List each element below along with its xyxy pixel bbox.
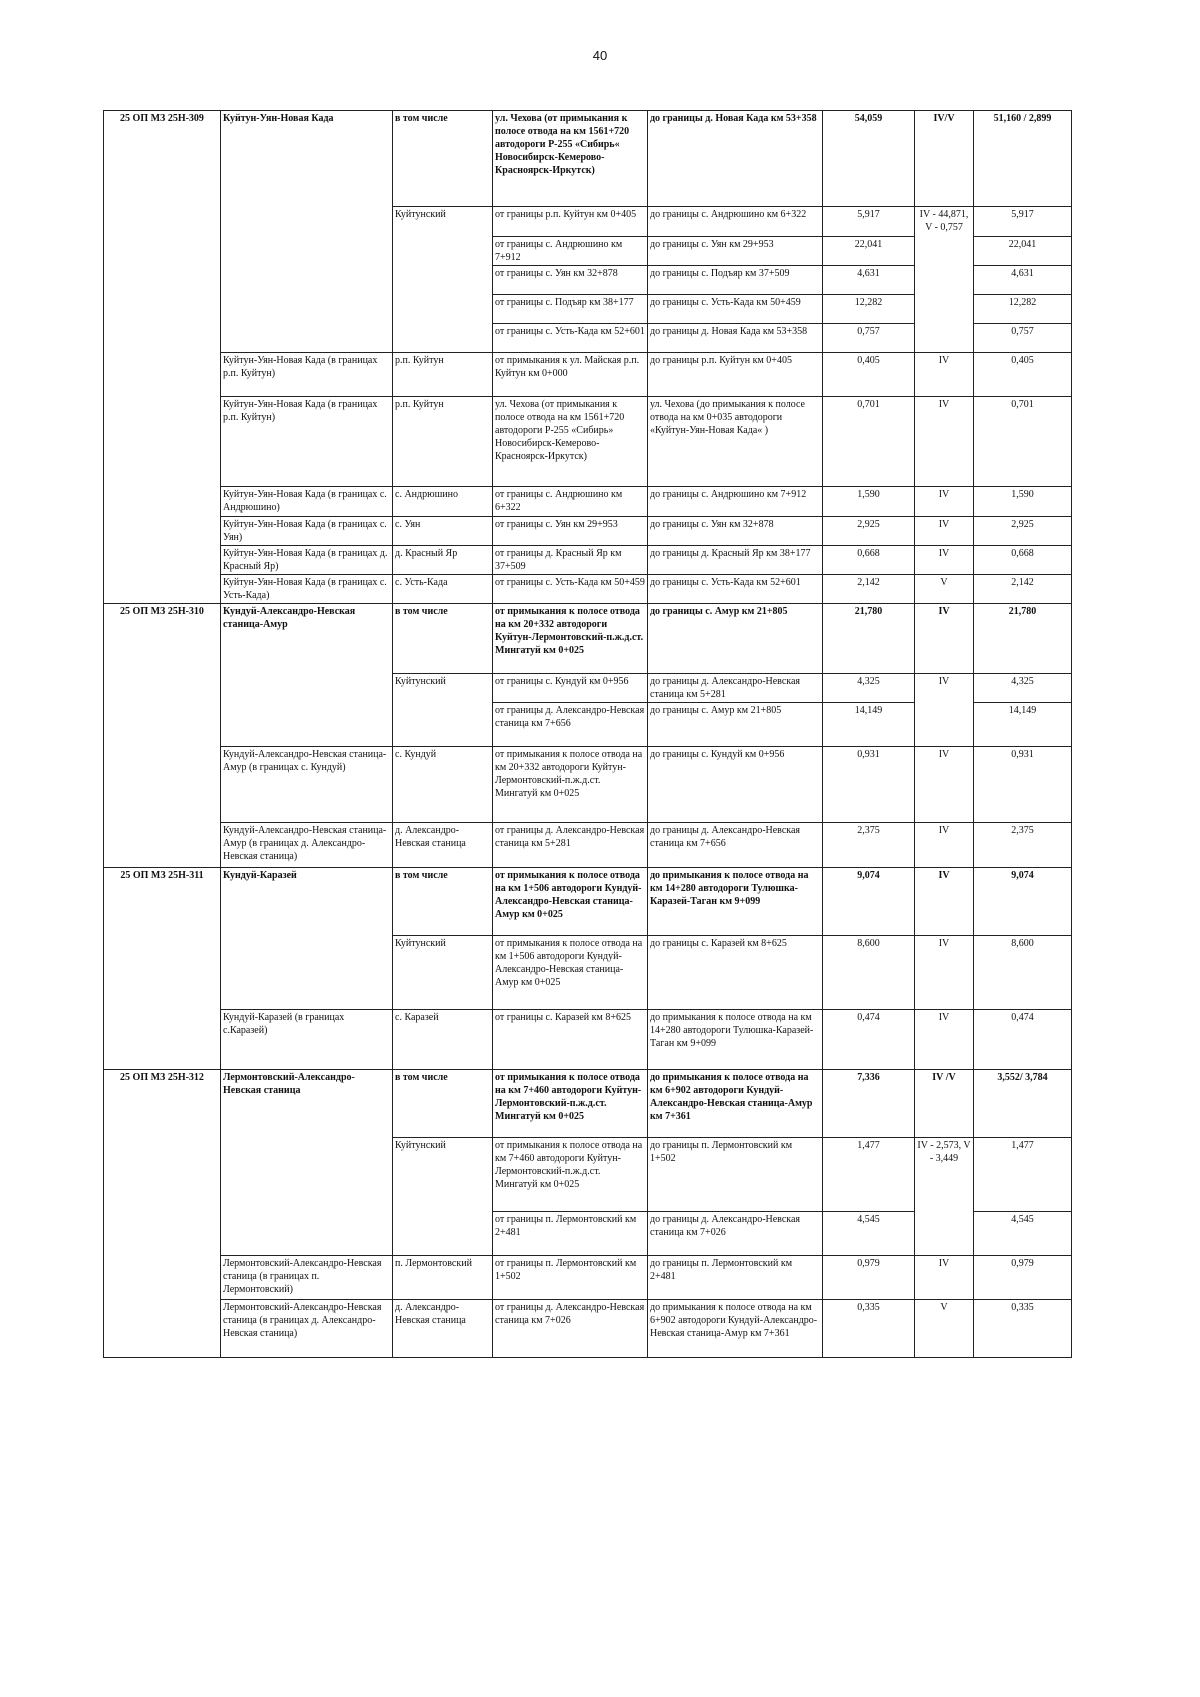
length-cell: 0,757 [823,324,915,353]
road-name-cell: Куйтун-Уян-Новая Када (в границах р.п. Куйтун) [221,353,393,397]
category-cell: IV [915,747,974,823]
hard-surface-cell: 0,979 [974,1256,1072,1300]
from-cell: от границы д. Красный Яр км 37+509 [493,546,648,575]
from-cell: от границы с. Андрюшино км 6+322 [493,487,648,517]
hard-surface-cell: 4,325 [974,674,1072,703]
length-cell: 1,590 [823,487,915,517]
area-cell: д. Александро-Невская станица [393,1300,493,1358]
table-row [104,517,1072,546]
length-cell: 2,375 [823,823,915,868]
road-name-cell: Кундуй-Александро-Невская станица-Амур (в границах с. Кундуй) [221,747,393,823]
from-cell: от границы д. Александро-Невская станица км 7+656 [493,703,648,747]
from-cell: от примыкания к полосе отвода на км 1+506 автодороги Кундуй-Александро-Невская станица-Амур км 0+025 [493,936,648,1010]
category-cell: V [915,1300,974,1358]
table-row [104,487,1072,517]
category-cell: IV [915,1010,974,1070]
area-cell: в том числе [393,111,493,207]
to-cell: до границы с. Уян км 29+953 [648,237,823,266]
length-cell: 4,545 [823,1212,915,1256]
from-cell: от границы с. Усть-Када км 52+601 [493,324,648,353]
road-name-cell: Лермонтовский-Александро-Невская станица (в границах п. Лермонтовский) [221,1256,393,1300]
category-cell: IV /V [915,1070,974,1138]
category-cell: IV [915,1256,974,1300]
to-cell: до границы д. Александро-Невская станица км 7+656 [648,823,823,868]
area-cell: с. Усть-Када [393,575,493,604]
length-cell: 5,917 [823,207,915,237]
road-name-cell: Куйтун-Уян-Новая Када (в границах д. Красный Яр) [221,546,393,575]
road-name-cell: Куйтун-Уян-Новая Када (в границах с. Усть-Када) [221,575,393,604]
to-cell: до примыкания к полосе отвода на км 6+902 автодороги Кундуй-Александро-Невская станица-Амур км 7+361 [648,1300,823,1358]
hard-surface-cell: 0,701 [974,397,1072,487]
to-cell: до границы д. Александро-Невская станица км 7+026 [648,1212,823,1256]
to-cell: до границы с. Усть-Када км 52+601 [648,575,823,604]
area-cell: с. Каразей [393,1010,493,1070]
area-cell: в том числе [393,1070,493,1138]
length-cell: 1,477 [823,1138,915,1212]
area-cell: с. Уян [393,517,493,546]
table-row [104,575,1072,604]
to-cell: до границы п. Лермонтовский км 2+481 [648,1256,823,1300]
hard-surface-cell: 22,041 [974,237,1072,266]
length-cell: 0,979 [823,1256,915,1300]
road-code-cell: 25 ОП МЗ 25Н-311 [104,868,221,1070]
length-cell: 22,041 [823,237,915,266]
table-row [104,1010,1072,1070]
to-cell: ул. Чехова (до примыкания к полосе отвода на км 0+035 автодороги «Куйтун-Уян-Новая Када« ) [648,397,823,487]
hard-surface-cell: 14,149 [974,703,1072,747]
road-name-cell: Кундуй-Каразей [221,868,393,1010]
category-cell: IV [915,674,974,747]
area-cell: д. Александро-Невская станица [393,823,493,868]
length-cell: 9,074 [823,868,915,936]
from-cell: от границы с. Уян км 32+878 [493,266,648,295]
category-cell: IV [915,823,974,868]
length-cell: 0,931 [823,747,915,823]
from-cell: ул. Чехова (от примыкания к полосе отвода на км 1561+720 автодороги Р-255 «Сибирь« Новосибирск-Кемерово-Красноярск-Иркутск) [493,111,648,207]
category-cell: IV [915,546,974,575]
length-cell: 0,701 [823,397,915,487]
to-cell: до границы с. Каразей км 8+625 [648,936,823,1010]
to-cell: до примыкания к полосе отвода на км 6+902 автодороги Кундуй-Александро-Невская станица-Амур км 7+361 [648,1070,823,1138]
length-cell: 4,325 [823,674,915,703]
table-row [104,111,1072,207]
to-cell: до примыкания к полосе отвода на км 14+280 автодороги Тулюшка-Каразей-Таган км 9+099 [648,1010,823,1070]
road-code-cell: 25 ОП МЗ 25Н-312 [104,1070,221,1358]
hard-surface-cell: 9,074 [974,868,1072,936]
hard-surface-cell: 0,668 [974,546,1072,575]
to-cell: до границы р.п. Куйтун км 0+405 [648,353,823,397]
from-cell: от границы п. Лермонтовский км 2+481 [493,1212,648,1256]
hard-surface-cell: 4,631 [974,266,1072,295]
area-cell: р.п. Куйтун [393,397,493,487]
category-cell: IV [915,397,974,487]
road-code-cell: 25 ОП МЗ 25Н-309 [104,111,221,604]
table-row [104,397,1072,487]
from-cell: от границы с. Усть-Када км 50+459 [493,575,648,604]
page-number: 40 [592,48,608,63]
category-cell: IV [915,517,974,546]
table-row [104,1070,1072,1138]
from-cell: от границы с. Подъяр км 38+177 [493,295,648,324]
length-cell: 7,336 [823,1070,915,1138]
length-cell: 21,780 [823,604,915,674]
hard-surface-cell: 0,474 [974,1010,1072,1070]
table-row [104,1256,1072,1300]
to-cell: до границы с. Андрюшино км 6+322 [648,207,823,237]
length-cell: 0,335 [823,1300,915,1358]
table-row [104,604,1072,674]
from-cell: от границы п. Лермонтовский км 1+502 [493,1256,648,1300]
category-cell: IV [915,487,974,517]
from-cell: от границы с. Каразей км 8+625 [493,1010,648,1070]
hard-surface-cell: 4,545 [974,1212,1072,1256]
from-cell: от границы с. Уян км 29+953 [493,517,648,546]
area-cell: Куйтунский [393,674,493,747]
to-cell: до примыкания к полосе отвода на км 14+280 автодороги Тулюшка-Каразей-Таган км 9+099 [648,868,823,936]
from-cell: от границы р.п. Куйтун км 0+405 [493,207,648,237]
roads-table [103,110,1072,1358]
area-cell: Куйтунский [393,207,493,353]
to-cell: до границы с. Амур км 21+805 [648,703,823,747]
road-name-cell: Лермонтовский-Александро-Невская станица (в границах д. Александро-Невская станица) [221,1300,393,1358]
area-cell: с. Андрюшино [393,487,493,517]
road-name-cell: Лермонтовский-Александро-Невская станица [221,1070,393,1256]
area-cell: Куйтунский [393,936,493,1010]
area-cell: р.п. Куйтун [393,353,493,397]
from-cell: от примыкания к ул. Майская р.п. Куйтун км 0+000 [493,353,648,397]
from-cell: от границы с. Кундуй км 0+956 [493,674,648,703]
area-cell: Куйтунский [393,1138,493,1256]
road-name-cell: Куйтун-Уян-Новая Када (в границах с. Андрюшино) [221,487,393,517]
area-cell: с. Кундуй [393,747,493,823]
length-cell: 2,925 [823,517,915,546]
road-code-cell: 25 ОП МЗ 25Н-310 [104,604,221,868]
hard-surface-cell: 51,160 / 2,899 [974,111,1072,207]
table-row [104,747,1072,823]
from-cell: от границы д. Александро-Невская станица км 7+026 [493,1300,648,1358]
road-name-cell: Кундуй-Александро-Невская станица-Амур (в границах д. Александро-Невская станица) [221,823,393,868]
length-cell: 0,668 [823,546,915,575]
table-row [104,868,1072,936]
table-row [104,823,1072,868]
area-cell: д. Красный Яр [393,546,493,575]
category-cell: IV [915,936,974,1010]
to-cell: до границы с. Кундуй км 0+956 [648,747,823,823]
table-row [104,1300,1072,1358]
table-row [104,546,1072,575]
hard-surface-cell: 8,600 [974,936,1072,1010]
to-cell: до границы с. Уян км 32+878 [648,517,823,546]
category-cell: V [915,575,974,604]
from-cell: от примыкания к полосе отвода на км 7+460 автодороги Куйтун-Лермонтовский-п.ж.д.ст. Мингатуй км 0+025 [493,1070,648,1138]
length-cell: 54,059 [823,111,915,207]
length-cell: 12,282 [823,295,915,324]
to-cell: до границы д. Новая Када км 53+358 [648,111,823,207]
length-cell: 0,405 [823,353,915,397]
road-name-cell: Кундуй-Александро-Невская станица-Амур [221,604,393,747]
table-row [104,353,1072,397]
hard-surface-cell: 21,780 [974,604,1072,674]
from-cell: от примыкания к полосе отвода на км 1+506 автодороги Кундуй-Александро-Невская станица-Амур км 0+025 [493,868,648,936]
category-cell: IV [915,604,974,674]
category-cell: IV - 44,871, V - 0,757 [915,207,974,353]
length-cell: 0,474 [823,1010,915,1070]
area-cell: п. Лермонтовский [393,1256,493,1300]
from-cell: ул. Чехова (от примыкания к полосе отвода на км 1561+720 автодороги Р-255 «Сибирь» Новосибирск-Кемерово-Красноярск-Иркутск) [493,397,648,487]
hard-surface-cell: 2,925 [974,517,1072,546]
to-cell: до границы д. Красный Яр км 38+177 [648,546,823,575]
hard-surface-cell: 2,142 [974,575,1072,604]
from-cell: от примыкания к полосе отвода на км 7+460 автодороги Куйтун-Лермонтовский-п.ж.д.ст. Мингатуй км 0+025 [493,1138,648,1212]
length-cell: 2,142 [823,575,915,604]
to-cell: до границы с. Подъяр км 37+509 [648,266,823,295]
road-name-cell: Кундуй-Каразей (в границах с.Каразей) [221,1010,393,1070]
to-cell: до границы с. Амур км 21+805 [648,604,823,674]
hard-surface-cell: 5,917 [974,207,1072,237]
hard-surface-cell: 0,757 [974,324,1072,353]
from-cell: от примыкания к полосе отвода на км 20+332 автодороги Куйтун-Лермонтовский-п.ж.д.ст. Мингатуй км 0+025 [493,604,648,674]
length-cell: 14,149 [823,703,915,747]
category-cell: IV [915,868,974,936]
to-cell: до границы с. Усть-Када км 50+459 [648,295,823,324]
from-cell: от границы с. Андрюшино км 7+912 [493,237,648,266]
hard-surface-cell: 12,282 [974,295,1072,324]
from-cell: от примыкания к полосе отвода на км 20+332 автодороги Куйтун-Лермонтовский-п.ж.д.ст. Мингатуй км 0+025 [493,747,648,823]
hard-surface-cell: 2,375 [974,823,1072,868]
to-cell: до границы с. Андрюшино км 7+912 [648,487,823,517]
to-cell: до границы п. Лермонтовский км 1+502 [648,1138,823,1212]
to-cell: до границы д. Александро-Невская станица км 5+281 [648,674,823,703]
road-name-cell: Куйтун-Уян-Новая Када (в границах р.п. Куйтун) [221,397,393,487]
category-cell: IV/V [915,111,974,207]
category-cell: IV [915,353,974,397]
road-name-cell: Куйтун-Уян-Новая Када [221,111,393,353]
category-cell: IV - 2,573, V - 3,449 [915,1138,974,1256]
hard-surface-cell: 0,931 [974,747,1072,823]
length-cell: 4,631 [823,266,915,295]
road-name-cell: Куйтун-Уян-Новая Када (в границах с. Уян) [221,517,393,546]
length-cell: 8,600 [823,936,915,1010]
hard-surface-cell: 3,552/ 3,784 [974,1070,1072,1138]
area-cell: в том числе [393,604,493,674]
hard-surface-cell: 1,477 [974,1138,1072,1212]
hard-surface-cell: 0,335 [974,1300,1072,1358]
to-cell: до границы д. Новая Када км 53+358 [648,324,823,353]
from-cell: от границы д. Александро-Невская станица км 5+281 [493,823,648,868]
hard-surface-cell: 1,590 [974,487,1072,517]
hard-surface-cell: 0,405 [974,353,1072,397]
area-cell: в том числе [393,868,493,936]
